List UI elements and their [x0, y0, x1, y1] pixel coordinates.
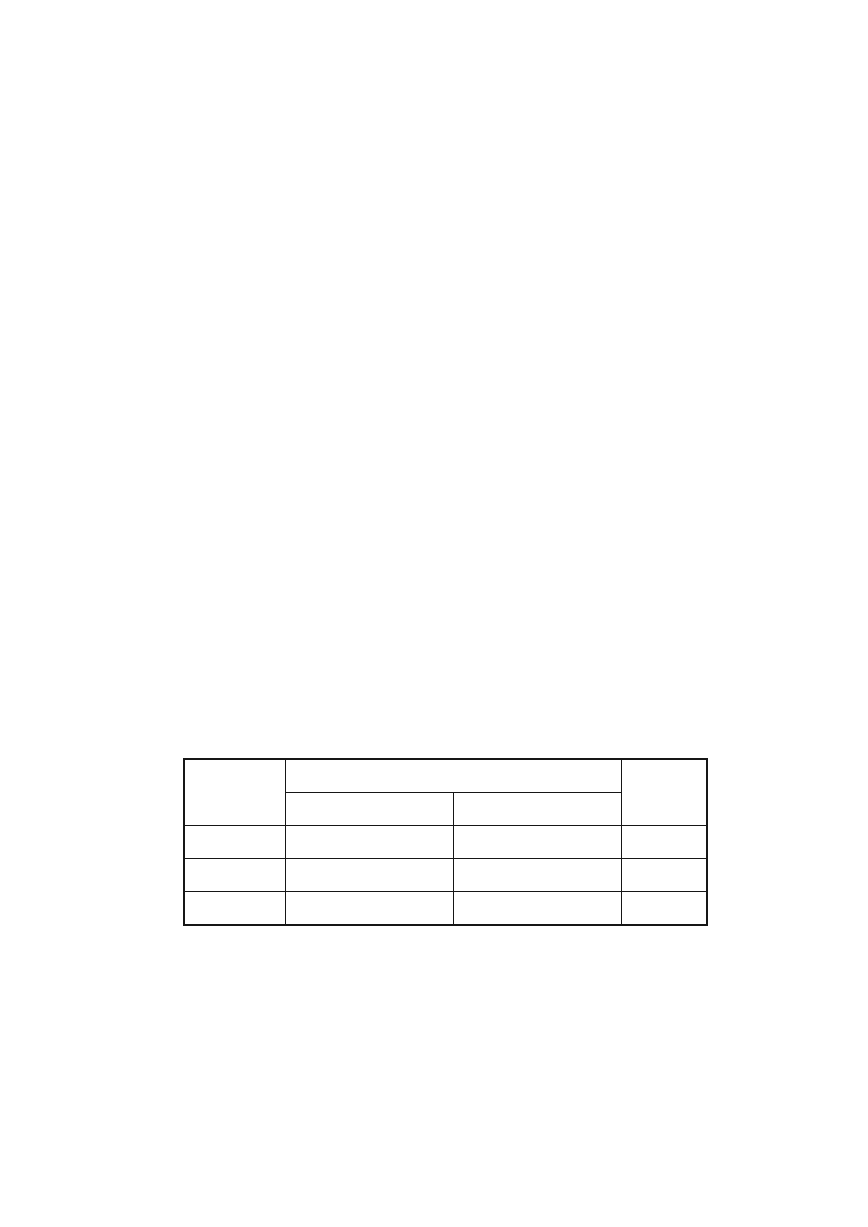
table-row — [184, 859, 707, 892]
header-total — [622, 759, 708, 826]
contingency-table — [183, 758, 708, 926]
cell — [286, 892, 454, 926]
cell — [622, 826, 708, 859]
row-label — [184, 859, 286, 892]
cell — [286, 826, 454, 859]
cell — [622, 892, 708, 926]
table-row — [184, 892, 707, 926]
cell — [286, 859, 454, 892]
header-low-attention — [286, 793, 454, 826]
cell — [454, 892, 622, 926]
header-attention — [286, 759, 622, 793]
row-label — [184, 826, 286, 859]
cell — [454, 826, 622, 859]
header-high-attention — [454, 793, 622, 826]
header-gender — [184, 759, 286, 826]
table-row — [184, 826, 707, 859]
row-label — [184, 892, 286, 926]
cell — [622, 859, 708, 892]
cell — [454, 859, 622, 892]
